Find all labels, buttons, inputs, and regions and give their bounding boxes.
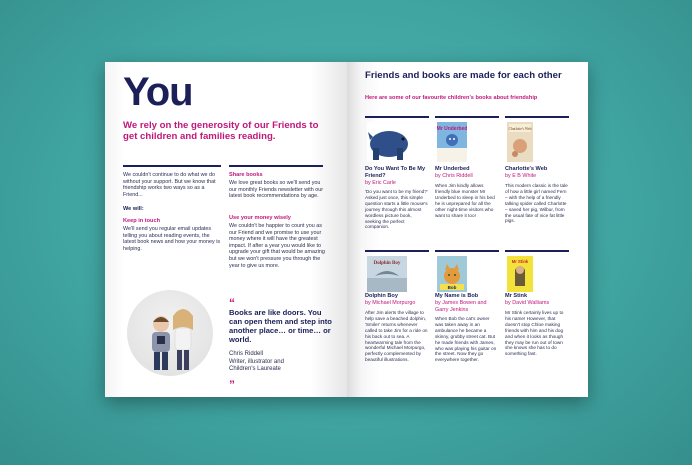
book-description: This modern classic is the tale of how a little girl named Fern – with the help of a friendly talking spider called Charlotte – saved her pig, Wilbur, from the usual fate of nice fat little pigs. xyxy=(505,183,568,224)
share-books-text: We love great books so we'll send you our monthly Friends newsletter with our latest book recommendations by age. xyxy=(229,180,324,200)
book-description: 'Do you want to be my friend?' Asked just once, this simple question starts a little mouse's journey through this almost wordless picture book, seeking the perfect companion. xyxy=(365,189,428,230)
book-divider xyxy=(435,250,499,252)
book-cover xyxy=(507,122,533,167)
cover-title: Dolphin Boy xyxy=(373,261,401,266)
book-title: My Name is Bob xyxy=(435,293,479,299)
book-description: Mr Stink certainly lives up to his name! However, that doesn't stop Chloe making friends with him and his dog and when it looks as though they may be run out of town she knows she has to do something fast. xyxy=(505,310,564,357)
children-illustration xyxy=(127,290,213,376)
book-author: by E B White xyxy=(505,173,537,179)
book-card xyxy=(365,116,429,244)
books-section-title: Friends and books are made for each other xyxy=(365,70,562,81)
book-author: by David Walliams xyxy=(505,300,550,306)
keep-in-touch-heading: Keep in touch xyxy=(123,218,160,224)
book-divider xyxy=(505,250,569,252)
use-money-heading: Use your money wisely xyxy=(229,215,291,221)
cover-title: Charlotte's Web xyxy=(508,127,532,131)
quote-author: Chris Riddell xyxy=(229,351,264,357)
book-divider xyxy=(365,116,429,118)
book-card xyxy=(505,250,569,396)
book-author: by Chris Riddell xyxy=(435,173,473,179)
book-card xyxy=(365,250,429,396)
we-will-label: We will: xyxy=(123,206,144,212)
cover-illustration xyxy=(367,256,407,292)
cover-illustration xyxy=(437,122,467,162)
book-author: by James Bowen and Garry Jenkins xyxy=(435,300,487,313)
cover-illustration xyxy=(507,122,533,162)
left-page xyxy=(105,62,347,397)
right-page xyxy=(347,62,588,397)
quote-close-mark: ” xyxy=(229,378,235,392)
cover-title: Mr Stink xyxy=(511,259,529,264)
book-card xyxy=(435,250,499,396)
cover-title: Bob xyxy=(447,285,457,290)
book-title: Do You Want To Be My Friend? xyxy=(365,166,426,179)
book-description: When Jim kindly allows friendly blue monster Mr Underbed to sleep in his bed he is unprepared for all the other night-time visitors who want to share it too! xyxy=(435,183,495,218)
book-cover xyxy=(367,256,407,297)
book-card xyxy=(505,116,569,244)
cover-illustration xyxy=(437,256,467,292)
quote-open-mark: “ xyxy=(229,296,235,310)
cover-title: Mr Underbed xyxy=(437,126,467,132)
page-title: You xyxy=(123,70,193,114)
book-title: Dolphin Boy xyxy=(365,293,398,299)
share-books-heading: Share books xyxy=(229,172,263,178)
book-divider xyxy=(365,250,429,252)
books-section-subtitle: Here are some of our favourite children's books about friendship xyxy=(365,95,538,101)
keep-in-touch-text: We'll send you regular email updates telling you about reading events, the latest book news and how your money is helping. xyxy=(123,226,221,252)
divider xyxy=(123,165,221,167)
intro-text: We couldn't continue to do what we do without your support. But we know that friendship works two ways so as a Friend... xyxy=(123,172,216,198)
book-title: Mr Stink xyxy=(505,293,528,299)
book-cover xyxy=(437,256,467,297)
quote-author-role: Writer, illustrator and Children's Laureate xyxy=(229,359,284,373)
children-photo xyxy=(127,290,213,376)
open-booklet xyxy=(105,62,588,397)
book-divider xyxy=(435,116,499,118)
cover-illustration xyxy=(507,256,533,292)
use-money-text: We couldn't be happier to count you as our Friend and we promise to use your money where it will have the greatest impact. If after a year you would like to upgrade your gift that would be amazing but we won't pressure you through the year to give us more. xyxy=(229,223,325,269)
book-title: Charlotte's Web xyxy=(505,166,548,172)
book-cover xyxy=(367,122,411,167)
book-cover xyxy=(437,122,467,167)
book-title: Mr Underbed xyxy=(435,166,470,172)
divider xyxy=(229,165,323,167)
quote-text: Books are like doors. You can open them and step into another place… or time… or world. xyxy=(229,308,332,344)
book-card xyxy=(435,116,499,244)
book-author: by Michael Morpurgo xyxy=(365,300,416,306)
cover-illustration xyxy=(367,122,411,162)
book-description: When Bob the cat's owner was taken away in an ambulance he became a skinny, grubby street cat. But he made friends with James, who was playing his guitar on the street. Now they go everywhere together. xyxy=(435,316,497,363)
book-divider xyxy=(505,116,569,118)
book-cover xyxy=(507,256,533,297)
headline: We rely on the generosity of our Friends to get children and families reading. xyxy=(123,120,319,142)
book-description: After Jim alerts the village to help save a beached dolphin, 'Smiler' returns whenever called to take Jim for a ride on his back out to sea. A heartwarming tale from the wonderful Michael Morpurgo, perfectly complemented by beautiful illustrations. xyxy=(365,310,428,363)
book-author: by Eric Carle xyxy=(365,180,396,186)
